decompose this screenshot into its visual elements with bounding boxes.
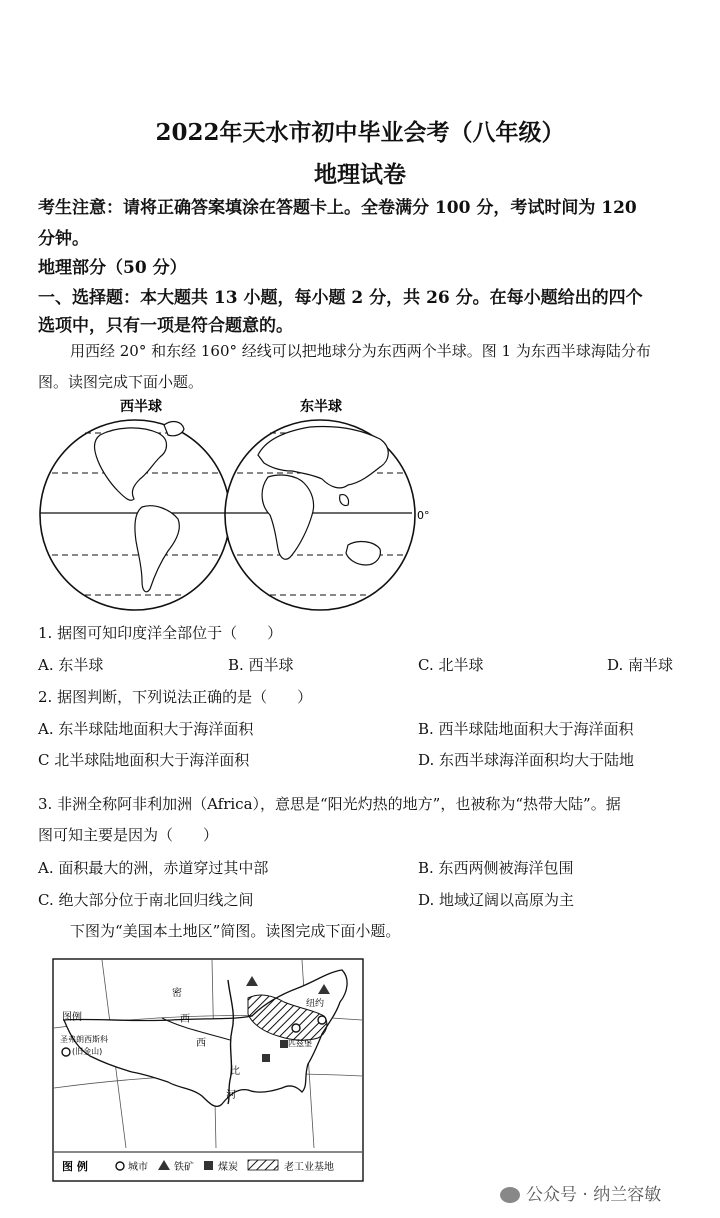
question-3-stem-line-2: 图可知主要是因为（ ） — [38, 826, 219, 844]
legend-base-icon — [248, 1160, 278, 1170]
river-char-1: 密 — [172, 988, 182, 999]
legend-title: 图 例 — [62, 1160, 88, 1173]
legend-city-icon — [116, 1162, 124, 1170]
river-char-3: 西 — [196, 1038, 206, 1049]
city-san-francisco-label: 圣弗朗西斯科 — [60, 1035, 108, 1044]
city-pittsburgh-marker — [292, 1024, 300, 1032]
section-instruction-2: 选项中，只有一项是符合题意的。 — [38, 316, 293, 336]
q2-option-b[interactable]: B. 西半球陆地面积大于海洋面积 — [418, 720, 634, 738]
coal-marker — [262, 1054, 270, 1062]
river-char-2: 西 — [180, 1014, 190, 1025]
q3-option-b[interactable]: B. 东西两侧被海洋包围 — [418, 859, 574, 877]
q3-option-c[interactable]: C. 绝大部分位于南北回归线之间 — [38, 891, 254, 909]
q3-option-d[interactable]: D. 地域辽阔以高原为主 — [418, 891, 575, 909]
equator-label: 0° — [417, 509, 430, 522]
notice-line-1: 考生注意：请将正确答案填涂在答题卡上。全卷满分 100 分，考试时间为 120 — [38, 198, 637, 218]
river-char-5: 河 — [226, 1090, 236, 1101]
legend-iron-label: 铁矿 — [174, 1162, 194, 1173]
watermark — [500, 1180, 661, 1205]
question-3-stem-line-1: 3. 非洲全称阿非利加洲（Africa），意思是“阳光灼热的地方”，也被称为“热带大陆”。据 — [38, 795, 621, 813]
section-instruction-1: 一、选择题：本大题共 13 小题，每小题 2 分，共 26 分。在每小题给出的四个 — [38, 288, 643, 308]
q1-option-a[interactable]: A. 东半球 — [38, 656, 104, 674]
watermark-text: 公众号 · 纳兰容敏 — [526, 1185, 662, 1205]
city-san-francisco-marker — [62, 1048, 70, 1056]
city-new-york-marker — [318, 1016, 326, 1024]
legend-coal-icon — [204, 1161, 213, 1170]
city-san-francisco-alt-label: (旧金山) — [72, 1047, 103, 1056]
exam-subtitle: 地理试卷 — [314, 161, 406, 188]
city-pittsburgh-label: 匹兹堡 — [288, 1039, 312, 1048]
city-new-york-label: 纽约 — [306, 999, 325, 1009]
q1-option-b[interactable]: B. 西半球 — [228, 656, 294, 674]
section-title: 地理部分（50 分） — [38, 258, 187, 278]
intro2: 下图为“美国本土地区”简图。读图完成下面小题。 — [70, 922, 401, 940]
q2-option-a[interactable]: A. 东半球陆地面积大于海洋面积 — [38, 720, 254, 738]
q1-option-d[interactable]: D. 南半球 — [607, 656, 674, 674]
wechat-icon — [500, 1187, 520, 1203]
coal-marker — [280, 1040, 288, 1048]
legend-city-label: 城市 — [128, 1162, 148, 1173]
legend-top-label: 图例 — [62, 1012, 82, 1023]
legend-coal-label: 煤炭 — [218, 1162, 238, 1173]
q2-option-d[interactable]: D. 东西半球海洋面积均大于陆地 — [418, 751, 635, 769]
river-char-4: 比 — [230, 1066, 240, 1077]
exam-title: 2022年天水市初中毕业会考（八年级） — [155, 119, 565, 146]
west-hemisphere-label: 西半球 — [120, 399, 162, 415]
us-map — [52, 958, 364, 1182]
question-2-stem: 2. 据图判断，下列说法正确的是（ ） — [38, 688, 313, 706]
hemisphere-map — [30, 395, 450, 615]
legend-base-label: 老工业基地 — [284, 1162, 334, 1173]
east-hemisphere-label: 东半球 — [300, 399, 342, 415]
notice-line-2: 分钟。 — [38, 229, 89, 249]
q1-option-c[interactable]: C. 北半球 — [418, 656, 484, 674]
question-1-stem: 1. 据图可知印度洋全部位于（ ） — [38, 624, 283, 642]
q2-option-c[interactable]: C 北半球陆地面积大于海洋面积 — [38, 751, 250, 769]
intro1-line-1: 用西经 20° 和东经 160° 经线可以把地球分为东西两个半球。图 1 为东西半球海陆分布 — [70, 342, 651, 360]
intro1-line-2: 图。读图完成下面小题。 — [38, 373, 204, 391]
q3-option-a[interactable]: A. 面积最大的洲，赤道穿过其中部 — [38, 859, 269, 877]
